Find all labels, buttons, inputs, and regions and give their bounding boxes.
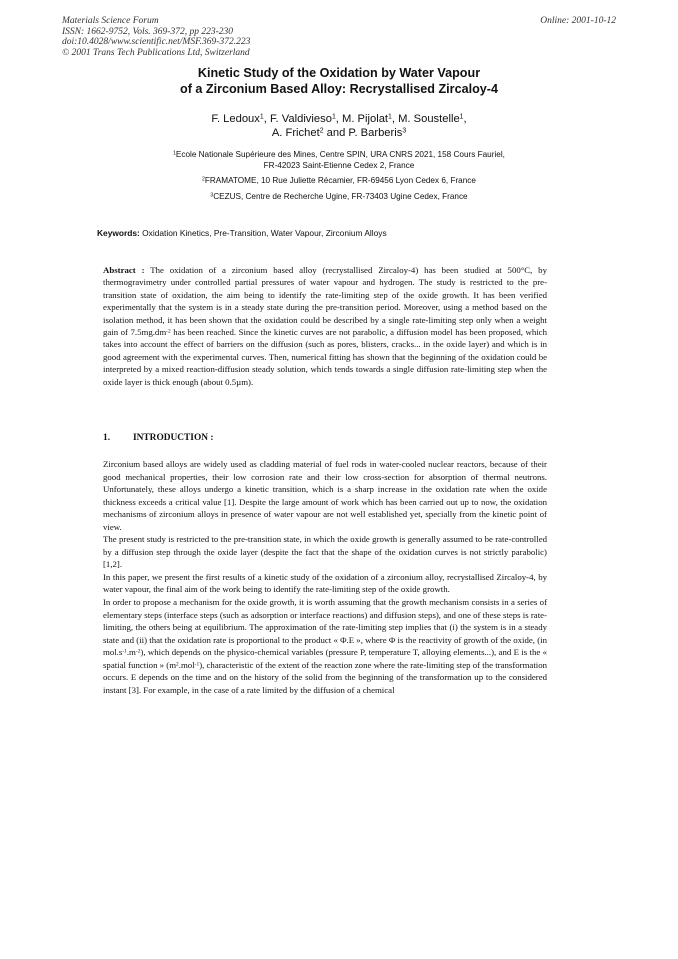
paragraph-text: ), characteristic of the extent of the reaction zone where the rate-limiting step of the transformation occurs. E depends on the time and on the history of the solid from the beginning of the transformation up to the considered instant [3]. For example, in the case of a rate limited by the diffusion of a chemical [103, 659, 548, 695]
abstract [103, 264, 547, 388]
affiliation-marker: 1 [173, 150, 176, 157]
affiliation-1-line-2: FR-42023 Saint-Etienne Cedex 2, France [263, 161, 415, 171]
affiliation-text: FRAMATOME, 10 Rue Juliette Récamier, FR-69456 Lyon Cedex 6, France [204, 176, 476, 186]
author-list [62, 112, 616, 140]
title-line-1: Kinetic Study of the Oxidation by Water Vapour [197, 66, 481, 80]
abstract-label: Abstract : [103, 265, 145, 275]
paragraph: Zirconium based alloys are widely used as cladding material of fuel rods in water-cooled nuclear reactors, because of their good mechanical properties, their low corrosion rate and their low cross-section for absorption of thermal neutrons. Unfortunately, these alloys undergo a kinetic transition, which is a sharp increase in the oxidation rate when the oxide thickness exceeds a critical value [1]. Despite the large amount of work which has been carried out up to now, the oxidation mechanisms of zirconium alloys in presence of water vapour are not well established yet, specially from the kinetic point of view. [103, 459, 547, 532]
affiliation-marker: 2 [202, 176, 205, 183]
paragraph [103, 596, 547, 696]
affiliation-marker: 3 [402, 127, 407, 135]
author-line-2 [62, 126, 616, 140]
affiliation-marker: 1 [459, 113, 464, 121]
paper-title [62, 66, 616, 97]
section-title: INTRODUCTION : [133, 433, 214, 443]
affiliation-2 [62, 175, 616, 186]
body-text [103, 458, 547, 696]
paragraph-text: .m [126, 647, 136, 658]
affiliation-marker: 1 [388, 113, 392, 121]
affiliation-marker: 2 [319, 127, 324, 135]
author-name: , F. Valdivieso [263, 113, 332, 125]
superscript: 2 [176, 661, 179, 668]
affiliation-marker: 1 [331, 113, 336, 121]
paragraph: The present study is restricted to the pre-transition state, in which the oxide growth is generally assumed to be rate-controlled by a diffusion step through the oxide layer (despite the fact that the shape of the oxidation curves is not strictly parabolic) [1,2]. [103, 534, 547, 570]
paragraph-text: In order to propose a mechanism for the oxide growth, it is worth assuming that the growth mechanism consists in a series of elementary steps (interface steps (such as adsorption or interface reactions) and diffusion steps), and one of these steps is rate-limiting, the others being at equilibrium. The approximation of the rate-limiting step implies that (i) the system is in a steady state and (ii) that the oxidation rate is proportional to the product « Φ.E », where Φ is the reactivity of growth of the oxide, (in mol.s [103, 597, 547, 658]
superscript: -1 [122, 648, 127, 655]
abstract-superscript: -2 [166, 328, 171, 335]
affiliation-3 [62, 191, 616, 202]
author-name: , M. Pijolat [335, 113, 389, 125]
superscript: -2 [135, 648, 141, 655]
superscript: -1 [194, 661, 200, 668]
affiliation-text: CEZUS, Centre de Recherche Ugine, FR-73403 Ugine Cedex, France [213, 191, 468, 201]
author-line-1 [62, 112, 616, 126]
author-separator: , [463, 113, 467, 125]
journal-name: Materials Science Forum [62, 16, 159, 26]
copyright-line: © 2001 Trans Tech Publications Ltd, Switzerland [62, 47, 250, 58]
author-name: and P. Barberis [323, 127, 403, 139]
author-name: , M. Soustelle [391, 113, 460, 125]
paragraph-text: ), which depends on the physico-chemical variables (pressure P, temperature T, alloying elements...), and E is the « spatial function » (m [103, 647, 547, 670]
affiliation-marker: 3 [210, 192, 214, 199]
paragraph-text: .mol [178, 659, 195, 670]
section-number: 1. [103, 433, 111, 443]
author-name: A. Frichet [271, 127, 320, 139]
keywords-label: Keywords: [97, 228, 140, 238]
affiliation-text: Ecole Nationale Supérieure des Mines, Centre SPIN, URA CNRS 2021, 158 Cours Fauriel, [175, 150, 505, 159]
keywords [97, 228, 387, 239]
publication-metadata [62, 16, 250, 58]
affiliation-marker: 1 [259, 113, 264, 121]
author-name: F. Ledoux [211, 113, 260, 125]
doi-line: doi:10.4028/www.scientific.net/MSF.369-372.223 [62, 37, 251, 48]
online-date: Online: 2001-10-12 [540, 16, 616, 26]
title-line-2: of a Zirconium Based Alloy: Recrystallised Zircaloy-4 [180, 81, 498, 96]
affiliations [62, 149, 616, 202]
keywords-text: Oxidation Kinetics, Pre-Transition, Water Vapour, Zirconium Alloys [139, 228, 387, 238]
issn-line: ISSN: 1662-9752, Vols. 369-372, pp 223-230 [62, 26, 233, 37]
abstract-text-cont: has been reached. Since the kinetic curves are not parabolic, a diffusion model has been proposed, which takes into account the effect of barriers on the diffusion (such as pores, blisters, cracks... in the oxide layer) and which is in good agreement with the experimental curves. Then, numerical fitting has shown that the beginning of the oxidation could be interpreted by a mixed reaction-diffusion steady solution, which tends towards a single diffusion rate-limiting step when the oxide layer is thick enough (about 0.5µm). [103, 327, 547, 387]
abstract-text: The oxidation of a zirconium based alloy (recrystallised Zircaloy-4) has been studied at 500°C, by thermogravimetry under controlled partial pressures of water vapour and hydrogen. The study is restricted to the pre-transition state of oxidation, the aim being to identify the rate-limiting step of the oxide growth. It has been verified experimentally that the system is in a steady state during the pre-transition period. Moreover, using a method based on the isolation method, it has been shown that the oxidation could be described by a single rate-limiting step only when a weight gain of 7.5mg.dm [103, 265, 547, 338]
paragraph: In this paper, we present the first results of a kinetic study of the oxidation of a zirconium alloy, recrystallised Zircaloy-4, by water vapour, the final aim of the work being to identify the rate-limiting step of the oxide growth. [103, 571, 547, 595]
affiliation-1-line-1 [62, 149, 616, 160]
section-heading [103, 432, 213, 444]
